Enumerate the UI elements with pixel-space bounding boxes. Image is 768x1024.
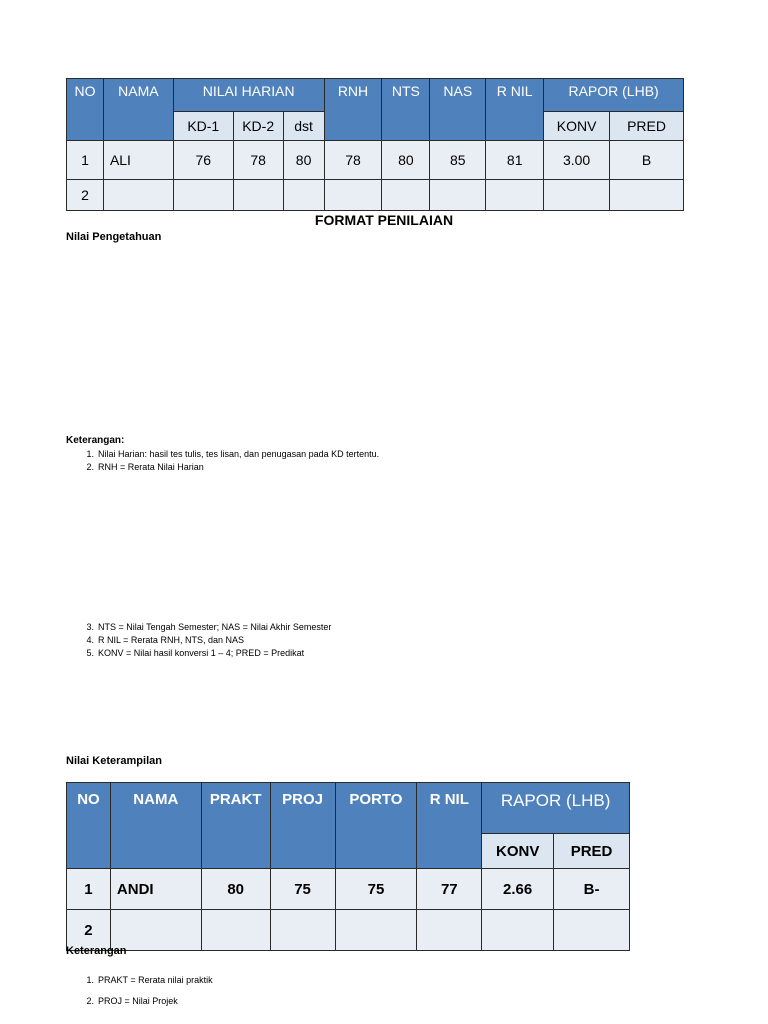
table-row: [67, 180, 684, 211]
keterangan-label: Keterangan:: [66, 435, 125, 446]
col-header-kd2: KD-2: [233, 112, 283, 141]
cell-empty: [233, 180, 283, 211]
cell-prakt: 80: [201, 869, 270, 910]
list-item: 2. PROJ = Nilai Projek: [86, 996, 178, 1006]
cell-nama: ANDI: [110, 869, 201, 910]
cell-empty: [382, 180, 430, 211]
cell-nts: 80: [382, 141, 430, 180]
col-header-nama: NAMA: [103, 79, 173, 141]
cell-empty: [417, 910, 482, 951]
cell-no: 2: [67, 180, 104, 211]
cell-no: 1: [67, 141, 104, 180]
cell-empty: [103, 180, 173, 211]
col-header-nilai-harian: NILAI HARIAN: [173, 79, 324, 112]
cell-pred: B: [610, 141, 684, 180]
cell-empty: [335, 910, 417, 951]
table-row: [67, 869, 630, 910]
page-title: FORMAT PENILAIAN: [314, 212, 454, 228]
col-header-konv: KONV: [482, 834, 554, 869]
cell-porto: 75: [335, 869, 417, 910]
col-header-rnh: RNH: [324, 79, 382, 141]
cell-rnil: 81: [486, 141, 544, 180]
skill-score-table: [66, 782, 630, 951]
col-header-pred: PRED: [554, 834, 630, 869]
col-header-nas: NAS: [430, 79, 486, 141]
col-header-rnil: R NIL: [417, 783, 482, 869]
col-header-proj: PROJ: [270, 783, 335, 869]
cell-pred: B-: [554, 869, 630, 910]
keterangan-list: [66, 970, 213, 1012]
col-header-rnil: R NIL: [486, 79, 544, 141]
cell-rnh: 78: [324, 141, 382, 180]
list-item: 1. PRAKT = Rerata nilai praktik: [86, 975, 213, 985]
col-header-prakt: PRAKT: [201, 783, 270, 869]
cell-kd2: 78: [233, 141, 283, 180]
cell-rnil: 77: [417, 869, 482, 910]
col-header-rapor: RAPOR (LHB): [544, 79, 684, 112]
cell-empty: [610, 180, 684, 211]
col-header-no: NO: [67, 79, 104, 141]
cell-nas: 85: [430, 141, 486, 180]
col-header-kd1: KD-1: [173, 112, 233, 141]
cell-nama: ALI: [103, 141, 173, 180]
cell-empty: [482, 910, 554, 951]
cell-empty: [283, 180, 324, 211]
col-header-nama: NAMA: [110, 783, 201, 869]
col-header-rapor: RAPOR (LHB): [482, 783, 630, 834]
list-item: 4. R NIL = Rerata RNH, NTS, dan NAS: [86, 635, 244, 645]
col-header-nts: NTS: [382, 79, 430, 141]
cell-no: 2: [67, 910, 111, 951]
keterangan-label: Keterangan: [66, 945, 127, 957]
knowledge-score-table: [66, 78, 684, 211]
cell-konv: 2.66: [482, 869, 554, 910]
cell-empty: [554, 910, 630, 951]
cell-proj: 75: [270, 869, 335, 910]
section-heading-pengetahuan: Nilai Pengetahuan: [66, 231, 162, 243]
col-header-no: NO: [67, 783, 111, 869]
list-item: 5. KONV = Nilai hasil konversi 1 – 4; PRED = Predikat: [86, 648, 305, 658]
cell-konv: 3.00: [544, 141, 610, 180]
table-row: [67, 141, 684, 180]
col-header-dst: dst: [283, 112, 324, 141]
keterangan-list: [66, 621, 331, 660]
section-heading-keterampilan: Nilai Keterampilan: [66, 755, 162, 767]
list-item: 3. NTS = Nilai Tengah Semester; NAS = Nilai Akhir Semester: [86, 622, 332, 632]
col-header-konv: KONV: [544, 112, 610, 141]
cell-empty: [486, 180, 544, 211]
cell-no: 1: [67, 869, 111, 910]
cell-empty: [173, 180, 233, 211]
cell-empty: [201, 910, 270, 951]
cell-kd1: 76: [173, 141, 233, 180]
cell-empty: [430, 180, 486, 211]
keterangan-list: [66, 448, 379, 474]
cell-dst: 80: [283, 141, 324, 180]
col-header-pred: PRED: [610, 112, 684, 141]
col-header-porto: PORTO: [335, 783, 417, 869]
list-item: 2. RNH = Rerata Nilai Harian: [86, 462, 204, 472]
table-row: [67, 910, 630, 951]
list-item: 1. Nilai Harian: hasil tes tulis, tes lisan, dan penugasan pada KD tertentu.: [86, 449, 380, 459]
cell-empty: [324, 180, 382, 211]
cell-empty: [544, 180, 610, 211]
cell-empty: [270, 910, 335, 951]
